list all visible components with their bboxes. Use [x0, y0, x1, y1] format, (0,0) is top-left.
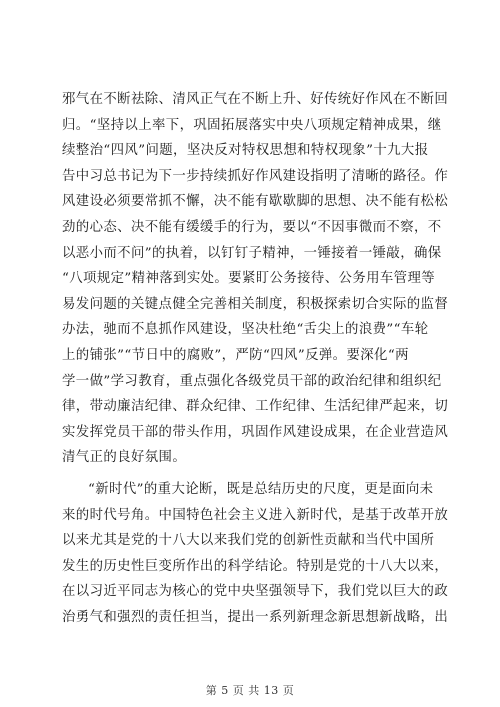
text-line: 上的铺张”“节日中的腐败”，严防“四风”反弹。要深化“两 [62, 347, 409, 363]
text-line: 易发问题的关键点健全完善相关制度，积极探索切合实际的监督 [62, 296, 449, 312]
text-line: 归。“坚持以上率下，巩固拓展落实中央八项规定精神成果，继 [62, 117, 442, 133]
text-line: 治勇气和强烈的责任担当，提出一系列新理念新思想新战略，出 [62, 609, 449, 625]
text-line: 办法，驰而不息抓作风建设，坚决杜绝“舌尖上的浪费”“车轮 [62, 322, 429, 338]
text-line: “新时代”的重大论断，既是总结历史的尺度，更是面向未 [88, 481, 434, 497]
text-line: 续整治“四风”问题，坚决反对特权思想和特权现象”十九大报 [62, 143, 429, 159]
document-body [62, 87, 449, 630]
text-line: 学一做”学习教育，重点强化各级党员干部的政治纪律和组织纪 [62, 373, 442, 389]
page-number-footer: 第 5 页 共 13 页 [205, 684, 295, 697]
paragraph-2 [62, 477, 449, 631]
text-line: 以来尤其是党的十八大以来我们党的创新性贡献和当代中国所 [62, 533, 435, 549]
paragraph-1 [62, 87, 449, 471]
text-line: 实发挥党员干部的带头作用，巩固作风建设成果，在企业营造风 [62, 424, 449, 440]
text-line: “八项规定”精神落到实处。要紧盯公务接待、公务用车管理等 [62, 271, 436, 287]
text-line: 律，带动廉洁纪律、群众纪律、工作纪律、生活纪律严起来，切 [62, 399, 449, 415]
text-line: 告中习总书记为下一步持续抓好作风建设指明了清晰的路径。作 [62, 168, 449, 184]
text-line: 邪气在不断祛除、清风正气在不断上升、好传统好作风在不断回 [62, 92, 449, 107]
text-line: 发生的历史性巨变所作出的科学结论。特别是党的十八大以来， [62, 558, 449, 574]
text-line: 在以习近平同志为核心的党中央坚强领导下，我们党以巨大的政 [62, 584, 449, 600]
text-line: 风建设必须要常抓不懈，决不能有歇歇脚的思想、决不能有松松 [62, 194, 449, 210]
text-line: 劲的心态、决不能有缓缓手的行为，要以“不因事微而不察，不 [62, 219, 442, 235]
text-line: 清气正的良好氛围。 [62, 450, 187, 466]
text-line: 以恶小而不问”的执着，以钉钉子精神，一锤接着一锤敲，确保 [62, 245, 442, 261]
text-line: 来的时代号角。中国特色社会主义进入新时代，是基于改革开放 [62, 507, 449, 523]
